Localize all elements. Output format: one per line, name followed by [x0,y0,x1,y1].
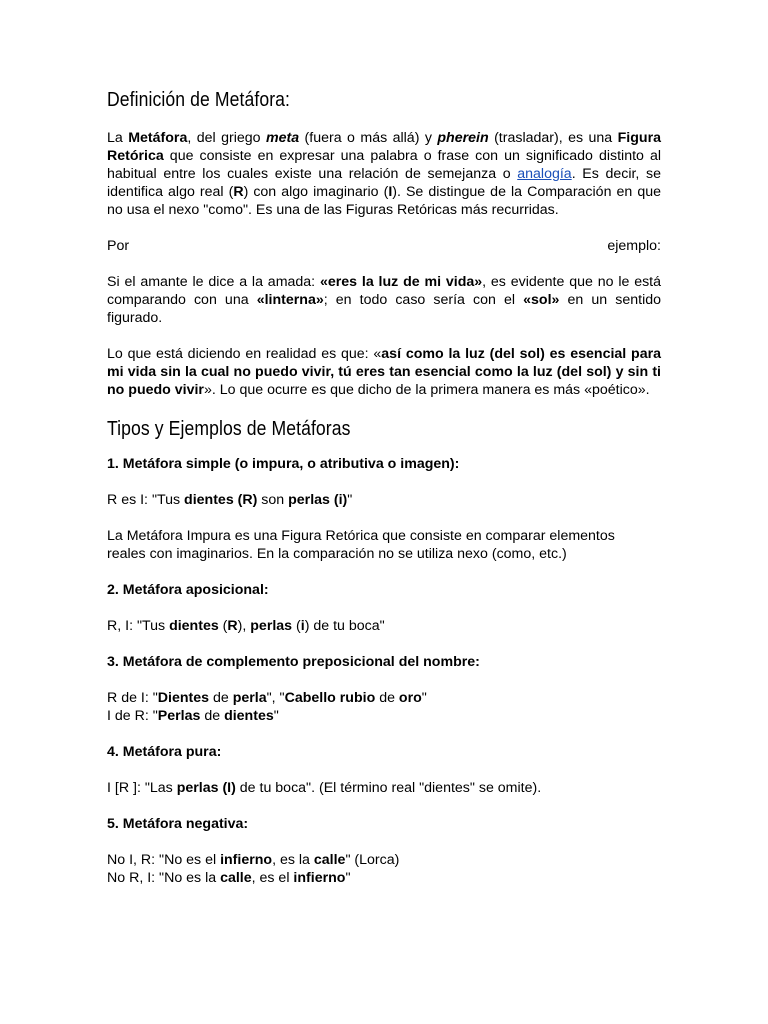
example-2: R, I: "Tus dientes (R), perlas (i) de tu boca" [107,618,385,634]
section-title-4: 4. Metáfora pura: [107,744,222,760]
section-title-2: 2. Metáfora aposicional: [107,582,269,598]
paragraph-ejemplo-amante: Si el amante le dice a la amada: «eres la luz de mi vida», es evidente que no le está comparando con una «linterna»; en todo caso sería con el «sol» en un sentido figurado. [107,274,662,326]
section-title-1: 1. Metáfora simple (o impura, o atributiva o imagen): [107,456,460,472]
section-title-5: 5. Metáfora negativa: [107,816,249,832]
example-1: R es I: "Tus dientes (R) son perlas (i)" [107,492,353,508]
description-1: La Metáfora Impura es una Figura Retórica que consiste en comparar elementos reales con imaginarios. En la comparación no se utiliza nexo (como, etc.) [107,528,615,562]
paragraph-explicacion: Lo que está diciendo en realidad es que: «así como la luz (del sol) es esencial para mi vida sin la cual no puedo vivir, tú eres tan esencial como la luz (del sol) y sin ti no puedo vivir». Lo que ocurre es que dicho de la primera manera es más «poético». [107,346,662,398]
paragraph-definicion: La Metáfora, del griego meta (fuera o más allá) y pherein (trasladar), es una Figura Retórica que consiste en expresar una palabra o frase con un significado distinto al habitual entre los cuales existe una relación de semejanza o analogía. Es decir, se identifica algo real (R) con algo imaginario (I). Se distingue de la Comparación en que no usa el nexo "como". Es una de las Figuras Retóricas más recurridas. [107,130,661,218]
example-5: No I, R: "No es el infierno, es la calle" (Lorca) No R, I: "No es la calle, es el infierno" [107,852,400,886]
paragraph-por-ejemplo: Por ejemplo: [107,238,661,254]
link-analogia[interactable]: analogía [517,166,572,182]
example-3: R de I: "Dientes de perla", "Cabello rubio de oro" I de R: "Perlas de dientes" [107,690,427,724]
heading-definicion: Definición de Metáfora: [107,89,291,111]
example-4: I [R ]: "Las perlas (I) de tu boca". (El término real "dientes" se omite). [107,780,542,796]
section-title-3: 3. Metáfora de complemento preposicional del nombre: [107,654,480,670]
document-content [107,88,661,905]
heading-tipos: Tipos y Ejemplos de Metáforas [107,418,351,440]
